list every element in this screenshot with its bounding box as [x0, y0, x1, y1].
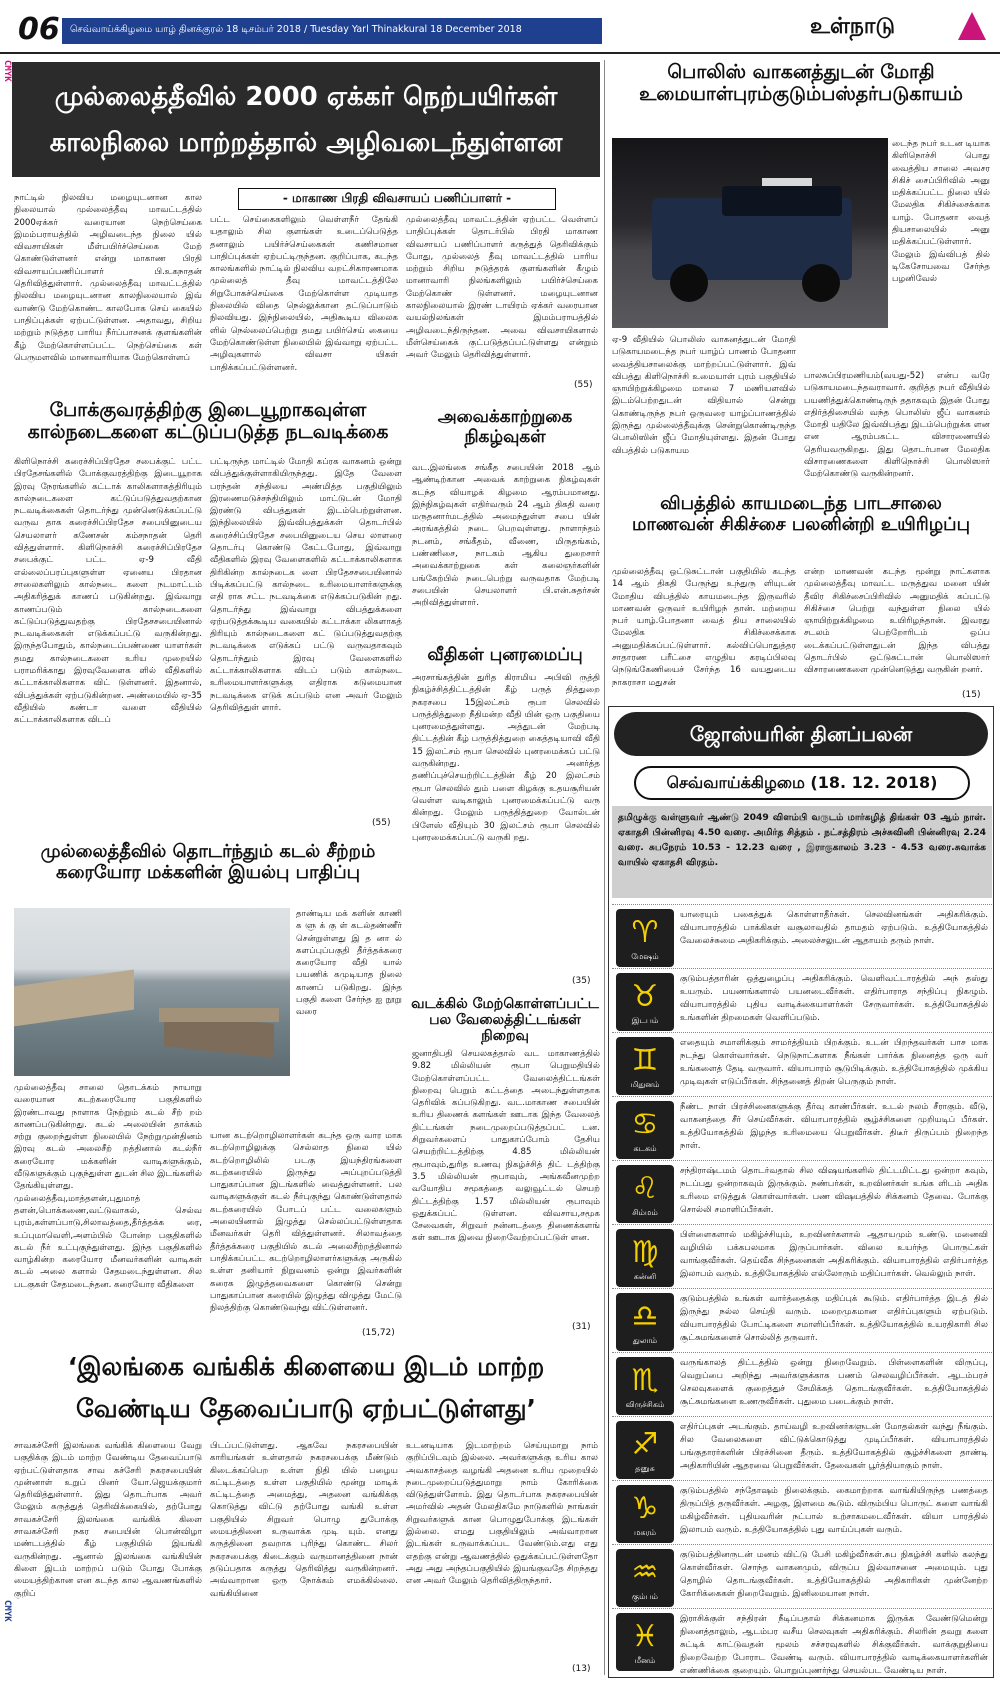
sign-row — [612, 1160, 992, 1224]
police-title-2: உமையாள்புரம்குடும்பஸ்தர்படுகாயம் — [639, 82, 963, 105]
sea-photo-shore — [14, 970, 134, 1027]
zodiac-glyph: ♎ — [631, 1298, 659, 1334]
zodiac-name: மீனம் — [634, 1655, 656, 1665]
page-header — [0, 0, 1000, 54]
astro-title: ஜோஸ்யரின் தினப்பலன் — [689, 722, 913, 746]
zodiac-icon — [616, 1357, 674, 1415]
sign-prediction: பிள்ளைகளால் மகிழ்ச்சியும், உறவினர்களால் ஆதாயமும் உண்டு. மனைவி வழியில் பக்கபலமாக இருப்பார்கள். விலை உயர்ந்த பொருட்கள் வாங்குவீர்கள். தெய்வீக சிந்தனைகள் அதிகரிக்கும். வியாபாரத்தில் எதிர்பார்த்த இலாபம் வரும். உத்தியோகத்தில் எல்லோரும் மதிப்பார்கள். வெல்லும் நாள். — [680, 1230, 988, 1279]
cmyk-mark-bottom: CMYK — [2, 1600, 12, 1622]
bank-col-2: பிடப்பட்டுள்ளது. ஆகவே நகரசபையின் காரியங்கள் உள்ளதால் நகரசபைக்கு மீண்டும் கிடைக்கப்பெற உள்ள நிதி யில் பழைய கட்டிடத்தை உள்ள பகுதியில் மூன்று மாடிக் கட்டிடத்தை அமைத்து, அதனை வங்கிக்கு கொடுத்து விட்டு தற்போது வங்கி உள்ள பகுதியில் சிறுவர் பொழு துபோக்கு மையத்தினை உருவாக்க முடி யும். எனது கருத்தினை தவறாக புரிந்து கொண்ட சிலர் நகரசபைக்கு கிடைக்கும் வருமானத்தினை நான் தடுப்பதாக கருத்து தெரிவித்து வருகின்றனர். அவ்வாறான ஒரு நோக்கம் எமக்கில்லை. வங்கியினை — [210, 1441, 398, 1599]
zodiac-icon — [616, 909, 674, 967]
paddy-byline: - மாகாண பிரதி விவசாயப் பணிப்பாளர் - — [238, 188, 556, 210]
sea-headline — [12, 842, 404, 883]
event-headline — [410, 408, 600, 447]
bank-col-3: உடனடியாக இடமாற்றம் செய்யுமாறு நாம் குறிப்பிடவும் இல்லை. அவர்களுக்கு உரிய கால அவகாசத்தை வழங்கி அதனை உரிய முறையில் நடைமுறைப்படுத்துமாறு நாம் கோரிக்கை விடுத்துள்ளோம். இது தொடர்பாக நகரசபையின் அமர்வில் அதன் மேலதிகமே நாடுகளில் நாங்கள் சிறுவர்களுக் கான பொழுதுபோக்கு இடங்கள் இல்லை. எமது பகுதியிலும் அவ்வாறான இடங்கள் உருவாக்கப்பட வேண்டும்.எது எது எதற்கு என்று ஆவணத்தில் ஒதுக்கப்பட்டுள்ளதோ அது அது அந்தப்பகுதியில் இயங்குவதே சிறந்தது என அவர் மேலும் தெரிவித்திருந்தார். — [406, 1441, 598, 1587]
sign-prediction: எதிர்ப்புகள் அடங்கும். தாய்வழி உறவினர்களுடன் மோதல்கள் வந்து நீங்கும். சில வேலைகளை விட்டுக்கொடுத்து முடிப்பீர்கள். வியாபாரத்தில் பங்குதாரர்களின் பிரச்சினை தீரும். உத்தியோகத்தில் சூழ்ச்சிகளை தாண்டி அதிகாரியின் ஆதரவை பெறுவீர்கள். தேவைகள் பூர்த்தியாகும் நாள். — [680, 1422, 988, 1471]
sea-col-1: முல்லைத்தீவு சாலை தொடக்கம் நாயாறு வரையான கடற்கரையோர பகுதிகளில் இரண்டாவது நாளாக நேற்றும் கடல் சீற் றம் காணப்படுகின்றது. கடல் அலையின் தாக்கம் சற்று குறைந்துள்ள நிலையில் நேற்றுமுன்தினம் இரவு கடல் அலைசீற் றத்தினால் கடல்நீர் கரையோர மக்களின் வாடிகளுக்கும், வீடுகளுக்கும் புகுந்துள்ள துடன் சில இடங்களில் தேங்கியுள்ளது. முல்லைத்தீவு,மாத்தளன்,புதுமாத் தளன்,பொக்கணை,வட்டுவாகல், செல்வ புரம்,கள்ளப்பாடு,சிலாவத்தை,தீர்த்தக்க ரை, உப்புமாவெளி,அளம்பில் போன்ற பகுதிகளில் கடல் நீர் உட்புகுந்துள்ளது. இந்த பகுதிகளில் வாழ்கின்ற கரையோர மீனவர்களின் வாடிகள் கடல் அலை களால் சேதமடைந்துள்ளன. சில படகுகள் சேதமடைந்தன. கரையோர வீதிகளை — [14, 1083, 202, 1290]
sea-col-2: யான கடற்றொழிலாளர்கள் கடந்த ஒரு வார மாக கடற்றொழிலுக்கு செல்லாத நிலை யில் கடற்றொழிலில் படகு இயந்திரங்களை கடற்கரையில் இருந்து அப்புறப்படுத்தி பாதுகாப்பான இடங்களில் வைத்துள்ளனர். பல வாடிகளுக்குள் கடல் நீர்புகுந்து கொண்டுள்ளதால் கடற்கரையில் போடப் பட்ட வலைகளும் அலையினால் இழுத்து செல்லப்பட்டுள்ளதாக மீனவர்கள் தெரி வித்துள்ளனர். சிலாவத்தை தீர்த்தக்கரை பகுதியில் கடல் அலைசீற்றத்தினால் பாதிக்கப்பட்ட கடற்றொழிலாளர்களுக்கு அருகில் உள்ள தனியார் நிறுவனம் ஒன்று இவர்களின் கரைக இழுத்தவைகளை கொண்டு சென்று பாதுகாப்பான கரையில் இழுத்து விழுத்து மேட்டு நிலத்திற்கு கொண்டுவந்து விட்டுள்ளனர். — [210, 1131, 402, 1314]
zodiac-name: விருச்சிகம் — [625, 1399, 665, 1409]
sign-row — [612, 1480, 992, 1544]
zodiac-name: மேஷம் — [631, 951, 659, 961]
astro-panchang: தமிழுக்கு வள்ளுவர் ஆண்டு 2049 விளம்பி வருடம் மார்கழித் திங்கள் 03 ஆம் நாள். ஏகாதசி பின்னிரவு 4.50 வரை. அமிர்த சித்தம் . நட்சத்திரம் அச்சுவினி பின்னிரவு 2.24 வரை. சுபநேரம் 10.53 - 12.23 வரை , இராகுகாலம் 3.23 - 4.53 வரை.சுவாக்க வாயில் ஏகாதசி விரதம். — [612, 806, 992, 898]
sign-row — [612, 1032, 992, 1096]
zodiac-icon — [616, 1101, 674, 1159]
police-headline — [610, 62, 992, 106]
student-ref: (15) — [962, 690, 981, 700]
sign-prediction: சந்திராஷ்டமம் தொடர்வதால் சில விஷயங்களில் திட்டமிட்டது ஒன்றா கவும், நடப்பது ஒன்றாகவும் இருக்கும். நண்பர்கள், உறவினர்கள் உங்க ளிடம் அதிக உரிமை எடுத்துக் கொள்வார்கள். பண விஷயத்தில் சிக்கனம் தேவை. போக்கு சொல்லி சமாளிப்பீர்கள். — [680, 1166, 988, 1215]
development-body: ஜனாதிபதி செயலகத்தால் வட மாகாணத்தில் 9.82 மில்லியன் ரூபா பெறுமதியில் மேற்கொள்ளப்பட்ட வேலைத்திட்டங்கள் நிறைவு பெறும் கட்டத்தை அடைந்துள்ளதாக தெரிவிக் கப்படுகிறது. வட.மாகாண சபையின் உரிய திணைக் களங்கள் ஊடாக இந்த வேலைத் திட்டங்கள் நடைமுறைப்படுத்தப்பட் டன. சிறுவர்களைப் பாதுகாப்போம் தேசிய செயற்றிட்டத்திற்கு 4.85 மில்லியன் ரூபாவும்,துரித உணவு நிகழ்ச்சித் திட் டத்திற்கு 3.5 மில்லியன் ரூபாவும், அங்கவீனமுற்ற வயோதிப சமூகத்தை வலுவூட்டல் செயற் திட்டத்திற்கு 1.57 மில்லியன் ரூபாவும் ஒதுக்கப்பட் டுள்ளன. விவசாய,சமூக சேவைகள், சிறுவர் நன்னடத்தை திணைக்களங் கள் ஊடாக இவை நிறைவேற்றப்பட்டுள் ளன. — [412, 1049, 600, 1244]
bank-title-2: வேண்டிய தேவைப்பாடு ஏற்பட்டுள்ளது’ — [75, 1394, 536, 1423]
student-headline — [610, 494, 992, 535]
zodiac-icon — [616, 973, 674, 1031]
police-jeep-window — [722, 186, 842, 216]
sea-photo — [14, 908, 290, 1076]
roads-body: அரசாங்கத்தின் துரித கிராமிய அபிவி ருத்தி நிகழ்ச்சித்திட்டத்தின் கீழ் பருத் தித்துறை நகரசபை 15இலட்சம் ரூபா செலவில் பருத்தித்துறை நீதிமன்ற வீதி யின் ஒரு பகுதியை புனரமைத்துள்ளது. அத்துடன் மேற்படி திட்டத்தின் கீழ் பருத்தித்துறை கைத்தடியாவி வீதி 15 இலட்சம் ரூபா செலவில் புனரமைக்கப் பட்டு வருகின்றது. அனர்த்த தணிப்புச்செயற்றிட்டத்தின் கீழ் 20 இலட்சம் ரூபா செலவில் தும் பளை கிழக்கு உதயசூரியன் வெள்ள வடிகாலும் புனரமைக்கப்பட்டு வரு கின்றது. மேலும் பருத்தித்துறை வோல்டன் பிளேஸ் வீதியும் 30 இலட்சம் ரூபா செலவில் புனரமைக்கப்பட்டு வருகி றது. — [412, 673, 600, 843]
paddy-title-1: முல்லைத்தீவில் 2000 ஏக்கர் நெற்பயிர்கள் — [54, 81, 558, 112]
student-col-1: முல்லைத்தீவு ஒட்டுசுட்டான் பகுதியில் கடந்த 14 ஆம் திகதி பேருந்து உந்துரு ளியுடன் மோதிய விபத்தில் காயமடைந்த இருவரில் மாணவன் ஒருவர் உயிரிழந் தான். மற்றைய நபர் யாழ்.போதனா வைத் திய சாலையில் மேலதிக சிகிச்சைக்காக அனுமதிக்கப்பட்டுள்ளார். கல்விப்பொதுத்தர சாதாரண பரீட்சை எழுதிய கரடிப்பிலவு நெடுங்கேணியைச் சேர்ந்த 16 வயதுடைய நாகராசா மதுசன் — [612, 567, 796, 688]
cmyk-mark-top: CMYK — [2, 60, 12, 82]
sea-ref: (15,72) — [362, 1328, 395, 1338]
zodiac-glyph: ♐ — [631, 1426, 659, 1462]
paddy-col-1: நாட்டில் நிலவிய மழையுடனான கால நிலையால் முல்லைத்தீவு மாவட்டத்தில் 2000ஏக்கர் வரையான நெற்செய்கை இமம்பராயத்தில் அழிவடைந்த நிலை யில் விவசாயிகள் மீள்பயிர்ச்செய்கை மேற் கொண்டுள்ளனர் என்று மாகாண பிரதி விவசாயப்பணிப்பாளர் பி.உகநாதன் தெரிவித்துள்ளார். முல்லைத்தீவு மாவட்டத்தில் நிலவிய மழையுடனான காலநிலையால் இவ் வாண்டு மேற்கொண்ட காலபோக செய் கையில் பாதிப்புக்கள் ஏற்பட்டுள்ளன. அதாவது, சிறிய மற்றும் நடுத்தர பாரிய நீர்ப்பாசனக் குளங்களின் கீழ் மேற்கொள்ளப்பட்ட நெற்செய்கை கள் பெருமளவில் மானாவாரியாக மேற்கொள்ளப் — [14, 193, 202, 363]
zodiac-glyph: ♑ — [631, 1490, 659, 1526]
zodiac-glyph: ♉ — [631, 978, 659, 1014]
zodiac-icon — [616, 1165, 674, 1223]
dateline: செவ்வாய்க்கிழமை யாழ் தினக்குரல் 18 டிசம்பர் 2018 / Tuesday Yarl Thinakkural 18 December 2018 — [70, 24, 522, 35]
development-ref: (31) — [572, 1322, 591, 1332]
sea-photo-hut-roof — [159, 1008, 279, 1022]
zodiac-name: தனுசு — [635, 1463, 655, 1473]
sign-prediction: குடும்பத்தாரின் ஒத்துழைப்பு அதிகரிக்கும். வெளிவட்டாரத்தில் அந் தஸ்து உயரும். பயணங்களால் பயனடைவீர்கள். எதிர்பாராத சந்திப்பு நிகழும். வியாபாரத்தில் புதிய வாடிக்கையாளர்கள் சேருவார்கள். உத்தியோகத்தில் உங்களின் திறமைகள் வெளிப்படும். — [680, 974, 988, 1023]
sign-row — [612, 1288, 992, 1352]
traffic-col-1: கிளிநொச்சி கரைச்சிப்பிரதேச சபைக்குட் பட்ட பிரதேசங்களில் போக்குவரத்திற்கு இடையூறாக இரவு நேரங்களில் கட்டாக் காலிகளாகத்திரியும் கால்நடைகளை கட்டுப்படுத்துவதற்கான நடவடிக்கைகள் தொடர்ந்து முன்னெடுக்கப்பட்டு வருவ தாக கரைச்சிப்பிரதேச சபையினுடைய செயலாளர் கணேசன் கம்சநாதன் தெரி வித்துள்ளார். கிளிநொச்சி கரைச்சிப்பிரதேச சபைக்குட் பட்ட ஏ-9 வீதி எல்லைப்பரப்புகளுள்ள ஏனைய பிரதான சாலைகளிலும் கால்நடை களை நடமாட்டம் அதிகரித்துக் காணப் படுகின்றது. இவ்வாறு காணப்படும் கால்நடைகளை கட்டுப்படுத்துவதற்கு பிரதேசசபையினால் நடவடிக்கைகள் எடுக்கப்பட்டு வருகின்றது. இருந்தபோதும், கால்நடைப்பண்ணை யாளர்கள் தமது கால்நடைகளை உரிய முறையில் பராமரிக்காது இரவுவேளைக ளில் வீதிகளில் கட்டாக்காலிகளாக விட் டுள்ளனர். இதனால், விபத்துக்கள் ஏற்படுகின்றன. அண்மையில் ஏ-35 வீதியில் கண்டா வளை வீதியில் கட்டாக்காலிகளாக விடப் — [14, 457, 202, 726]
zodiac-icon — [616, 1485, 674, 1543]
sign-row — [612, 1224, 992, 1288]
zodiac-name: கடகம் — [633, 1143, 657, 1153]
sign-prediction: குடும்பத்தில் சந்தோஷம் நிலைக்கும். கைமாற்றாக வாங்கியிருந்த பணத்தை திருப்பித் தருவீர்கள். அழகு, இளமை கூடும். விரும்பிய பொருட் களை வாங்கி மகிழ்வீர்கள். புதியவரின் நட்பால் உற்சாகமடைவீர்கள். வியா பாரத்தில் இலாபம் வரும். உத்தியோகத்தில் புது வாய்ப்புகள் வரும். — [680, 1486, 988, 1535]
police-side-text: டைந்த நபர் உடன டியாக கிளிநொச்சி பொது வைத்திய சாலை அவசர சிகிச் சைப்பிரிவில் அனு மதிக்கப்பட்ட நிலை யில் மேலதிக சிகிச்சைக்காக யாழ். போதனா வைத் தியசாலையில் அனு மதிக்கப்பட்டுள்ளார். மேலும் இவ்விபத் தில் டிகேசோயவை சேர்ந்த பழனிவேல் — [892, 139, 990, 285]
zodiac-name: கன்னி — [633, 1271, 657, 1281]
roads-ref: (35) — [572, 976, 591, 986]
masthead-logo — [958, 12, 986, 40]
student-title-2: மாணவன் சிகிச்சை பலனின்றி உயிரிழப்பு — [632, 513, 970, 535]
traffic-headline — [12, 400, 404, 444]
bank-title-1: ‘இலங்கை வங்கிக் கிளையை இடம் மாற்ற — [67, 1352, 545, 1381]
sign-prediction: நீண்ட நாள் பிரச்சினைகளுக்கு தீர்வு காண்பீர்கள். உடல் நலம் சீராகும். வீடு, வாகனத்தை சீர் செய்வீர்கள். வியாபாரத்தில் சூழ்ச்சிகளை முறியடிப் பீர்கள். உத்தியோகத்தில் இழந்த உரிமையை பெறுவீர்கள். திடீர் திருப்பம் நிறைந்த நாள். — [680, 1102, 988, 1151]
roads-title: வீதிகள் புனரமைப்பு — [427, 645, 583, 665]
police-jeep-wheel-1 — [670, 264, 708, 302]
zodiac-glyph: ♒ — [631, 1554, 659, 1590]
header-rule — [0, 52, 1000, 54]
zodiac-name: சிம்மம் — [632, 1207, 658, 1217]
development-title-1: வடக்கில் மேற்கொள்ளப்பட்ட — [411, 996, 599, 1012]
paddy-title-2: காலநிலை மாற்றத்தால் அழிவடைந்துள்ளன — [49, 127, 563, 158]
traffic-title-2: கால்நடைகளை கட்டுப்படுத்த நடவடிக்கை — [27, 420, 389, 443]
sign-prediction: எதையும் சமாளிக்கும் சாமர்த்தியம் பிறக்கும். உடன் பிறந்தவர்கள் பாச மாக நடந்து கொள்வார்கள். நெடுநாட்களாக நீங்கள் பார்க்க நினைத்த ஒரு வர் உங்களைத் தேடி வருவார். வியாபாரம் சூடுபிடிக்கும். உத்தியோகத்தில் முக்கிய முடிவுகள் எடுப்பீர்கள். சிந்தனைத் திறன் பெருகும் நாள். — [680, 1038, 988, 1087]
page-number: 06 — [18, 12, 60, 47]
police-col-1: ஏ-9 வீதியில் பொலிஸ் வாகனத்துடன் மோதி படுகாயமடைந்த நபர் யாழ்ப் பாணம் போதனா வைத்தியசாலைக்கு மாற்றப்பட்டுள்ளார். இவ் விபத்து கிளிநொச்சி உமையாள் புரம் பகுதியில் ஞாயிற்றுக்கிழமை மாலை 7 மணியளவில் இடம்பெற்றதுடன் விதியால் சென்று கொண்டிருந்த நபர் ஒருவரை யாழ்ப்பாணத்தில் இருந்து முல்லைத்தீவுக்கு சென்றுகொண்டிருந்த பொலிஸின் ஜீப் மோதியுள்ளது. இதன் போது விபத்தில் படுகாயம — [612, 335, 796, 456]
traffic-ref: (55) — [372, 818, 391, 828]
zodiac-icon — [616, 1037, 674, 1095]
astro-day: செவ்வாய்க்கிழமை (18. 12. 2018) — [666, 773, 938, 792]
sign-row — [612, 1544, 992, 1608]
zodiac-name: மகரம் — [633, 1527, 657, 1537]
sign-row — [612, 904, 992, 968]
section-title: உள்நாடு — [810, 14, 896, 39]
sign-row — [612, 1416, 992, 1480]
zodiac-glyph: ♏ — [631, 1362, 659, 1398]
zodiac-glyph: ♓ — [631, 1618, 659, 1654]
sign-row — [612, 968, 992, 1032]
zodiac-name: கும்பம் — [632, 1591, 658, 1601]
sea-title-2: கரையோர மக்களின் இயல்பு பாதிப்பு — [55, 861, 361, 883]
zodiac-glyph: ♋ — [631, 1106, 659, 1142]
student-title-1: விபத்தில் காயமடைந்த பாடசாலை — [660, 493, 942, 514]
divider-main — [604, 60, 605, 1675]
event-title-1: அவைக்காற்றுகை — [437, 407, 573, 427]
paddy-ref: (55) — [574, 380, 593, 390]
zodiac-icon — [616, 1229, 674, 1287]
police-title-1: பொலிஸ் வாகனத்துடன் மோதி — [667, 61, 935, 83]
paddy-col-2: பட்ட செய்கைகளிலும் வெள்ளநீர் தேங்கி யதாலும் சில குளங்கள் உடைப்பெடுத்த தனாலும் பயிர்ச்செய்கைகள் கணிசமான பாதிப்புக்கள் ஏற்பட்டிருந்தன. குறிப்பாக, கடந்த காலங்களில் நாட்டில் நிலவிய வறட்சிகாரணமாக முல்லைத் தீவு மாவட்டத்திலே சிறுபோகச்செய்கை மேற்கொள்ள முடியாத நிலையில் விதை நெல்லுக்கான தட்டுப்பாடும் நிலவியது. இந்நிலையில், அதிகூடிய விலைக ளில் நெல்லைப்பெற்று தமது பயிர்செய் கையை மேற்கொண்டுள்ள நிலையில் இவ்வாறு ஏற்பட்ட அழிவுகளால் விவசா யிகள் பாதிக்கப்பட்டுள்ளனர். — [210, 215, 398, 373]
event-title-2: நிகழ்வுகள் — [464, 426, 546, 447]
event-body: வட.இலங்கை சங்கீத சபையின் 2018 ஆம் ஆண்டிற்கான அவைக் காற்றுகை நிகழ்வுகள் கடந்த வியாழக் கிழமை ஆரம்பமானது. இந்நிகழ்வுகள் எதிர்வரும் 24 ஆம் திகதி வரை மருதனார்மடத்தில் அமைந்துள்ள சபை யின் அரங்கத்தில் நடை பெறவுள்ளது. நாளாந்தம் நடனம், சங்கீதம், வீணை, மிருதங்கம், பண்ணிசை, நாடகம் ஆகிய துறைசார் அவைக்காற்றுகை கள் கலைஞர்களின் பங்கேற்பில் நடைபெற்று வருவதாக மேற்படி சபையின் செயலாளர் பி.என்.சுதர்சன் அறிவித்துள்ளார். — [412, 463, 600, 609]
sign-prediction: குடும்பத்தில் உங்கள் வார்த்தைக்கு மதிப்புக் கூடும். எதிர்பார்த்த இடத் தில் இருந்து நல்ல செய்தி வரும். மறைமுகமான எதிர்ப்புகளும் ஏற்படும். வியாபாரத்தில் போட்டிகளை சமாளிப்பீர்கள். உத்தியோகத்தில் உயரதிகாரி சில சூட்சுமங்களைச் சொல்லித் தருவார். — [680, 1294, 988, 1343]
zodiac-name: துலாம் — [632, 1335, 658, 1345]
zodiac-icon — [616, 1421, 674, 1479]
sea-title-1: முல்லைத்தீவில் தொடர்ந்தும் கடல் சீற்றம் — [40, 841, 376, 862]
paddy-headline — [12, 62, 600, 177]
zodiac-name: மிதுனம் — [630, 1079, 660, 1089]
bank-headline — [12, 1346, 600, 1430]
bank-ref: (13) — [572, 1664, 591, 1674]
bank-col-1: சாவகச்சேரி இலங்கை வங்கிக் கிளையை வேறு பகுதிக்கு இடம் மாற்ற வேண்டிய தேவைப்பாடு ஏற்பட்டுள்ளதாக சாவ கச்சேரி நகரசபையின் முன்னாள் உறுப் பினர் யோ.ஜெயக்குமார் தெரிவித்துள்ளார். இது தொடர்பாக அவர் மேலும் கருத்துத் தெரிவிக்கையில், தற்போது சாவகச்சேரி இலங்கை வங்கிக் கிளை சாவகச்சேரி நகர சபையின் பொன்விழா மண்டபத்தில் கீழ் பகுதியில் இயங்கி வருகின்றது. ஆனால் இலங்கை வங்கியின் கிளை இடம் மாற்றப் படும் போது போக்கு மையத்திற்கான என கடந்த கால ஆவணங்களில் குறிப் — [14, 1441, 202, 1599]
zodiac-glyph: ♍ — [631, 1234, 659, 1270]
zodiac-glyph: ♌ — [631, 1170, 659, 1206]
police-jeep-wheel-2 — [802, 264, 840, 302]
zodiac-name: இடபம் — [631, 1015, 659, 1025]
sign-prediction: வருங்காலத் திட்டத்தில் ஒன்று நிறைவேறும். பிள்ளைகளின் விருப்பு, வெறுப்பை அறிந்து அவர்களுக்காக பணம் செலவழிப்பீர்கள். ஆடம்பரச் செலவுகளைக் குறைத்துச் சேமிக்கத் தொடங்குவீர்கள். உத்தியோகத்தில் சூட்சுமங்களை உணருவீர்கள். புதுமை படைக்கும் நாள். — [680, 1358, 988, 1407]
traffic-col-2: பட்டிருந்த மாட்டில் மோதி கப்ரக வாகனம் ஒன்று விபத்துக்குள்ளாகியிருந்தது. இதே வேளை பரந்தன் சந்தியை அண்மித்த பகுதியிலும் இரணைமடுச்சந்தியிலும் மாட்டுடன் மோதி இரண்டு விபத்துகள் இடம்பெற்றுள்ளன. இந்நிலையில் இவ்விபத்துக்கள் தொடர்பில் கரைச்சிப்பிரதேச சபையினுடைய செய லாளரை தொடர்பு கொண்டு கேட்டபோது, இவ்வாறு வீதிகளில் இரவு வேளைகளில் கட்டாக்காலிகளாக திரிகின்ற கால்நடைக ளை பிரதேசசபையினால் பிடிக்கப்பட்டு கால்நடை உரிமையாளர்களுக்கு எதி ராக சட்ட நடவடிக்கை எடுக்கப்படுகின் றது. தொடர்ந்து இவ்வாறு விபத்துக்களை ஏற்படுத்தக்கூடிய வகையில் கட்டாக்கா லிகளாகத் திரியும் கால்நடைகளை கட் டுப்படுத்துவதற்கு நடவடிக்கை எடுக்கப் பட்டு வருவதாகவும் தொடர்ந்தும் இரவு வேளைகளில் கட்டாக்காலிகளாக விடப் படும் கால்நடை உரிமையாளர்களுக்கு எதிராக கடுமையான நடவடிக்கை எடுக் கப்படும் என அவர் மேலும் தெரிவித்துள் ளார். — [210, 457, 402, 713]
police-col-2: பாலசுப்பிரமணியம்(வயது-52) என்ப வரே படுகாயமடைந்தவராவார். குறித்த நபர் வீதியில் பயணித்துக்கொண்டிருந் ததாகவும் இதன் போது எதிர்த்திசையில் வந்த பொலிஸ் ஜீப் வாகனம் மோதி யதிலே இவ்விபத்து இடம்பெற்றுக்க ளன என ஆரம்பகட்ட விசாரணையில் தெரியவருகிறது. இது தொடர்பான மேலதிக விசாரணைகளை கிளிநொச்சி பொலிஸார் மேற்கொண்டு வருகின்றனர். — [804, 371, 990, 480]
development-headline — [410, 996, 600, 1044]
zodiac-glyph: ♈ — [631, 914, 659, 950]
zodiac-icon — [616, 1613, 674, 1671]
student-col-2: என்ற மாணவன் கடந்த மூன்று நாட்களாக முல்லைத்தீவு மாவட்ட மருத்துவ மனை யின் தீவிர சிகிச்சைப்பிரிவில் அனுமதிக் கப்பட்டு சிகிச்சை பெற்று வந்துள்ள நிலை யில் ஞாயிற்றுக்கிழமை உயிரிழந்தான். இவரது சடலம் பெற்றோரிடம் ஒப்ப டைக்கப்பட்டுள்ளதுடன் இந்த விபத்து தொடர்பில் ஒட்டுசுட்டான் பொலிஸார் விசாரணைகளை முன்னெடுத்து வருகின் றனர். — [804, 567, 990, 676]
police-photo — [612, 138, 888, 328]
sea-side-text: தாண்டிய மக் களின் காணி க ளு க் கு ள் கடல்தண்ணீர் சென்றுள்ளது இ த னா ல் களப்புப்பகுதி தீர்த்தக்கரை கரையோர வீதி யால் பயணிக் கமுடியாத நிலை காணப் படுகிறது. இந்த பகுதி களை சேர்ந்த ஐ நூறு வரை — [296, 909, 402, 1018]
police-lightbar — [762, 178, 812, 186]
sign-row — [612, 1096, 992, 1160]
zodiac-icon — [616, 1293, 674, 1351]
sign-row — [612, 1352, 992, 1416]
sign-prediction: குடும்பத்தினருடன் மனம் விட்டு பேசி மகிழ்வீர்கள்.சுப நிகழ்ச்சி களில் கலந்து கொள்வீர்கள். சொந்த வாகனமும், விருப்ப இல்வாசனை அமையும். புது தொழில் தொடங்குவீர்கள். உத்தியோகத்தில் அதிகாரிகள் முன்னேற்ற கோரிக்கைகள் நிறைவேறும். இனிமையான நாள். — [680, 1550, 988, 1599]
paddy-col-3: முல்லைத்தீவு மாவட்டத்தின் ஏற்பட்ட வெள்ளப் பாதிப்புக்கள் தொடர்பில் பிரதி மாகாண விவசாயப் பணிப்பாளர் கருத்துத் தெரிவிக்கும் போது, முல்லைத் தீவு மாவட்டத்தில் பாரிய மற்றும் சிறிய நடுத்தரக் குளங்களின் கீழும் மானாவாரி நிலங்களிலும் பயிர்ச்செய்கை மேற்கொண் டுள்ளனர். மழையுடனான காலநிலையால் இரண் டாயிரம் ஏக்கர் வரையான வயல்நிலங்கள் இமம்பராயத்தில் அழிவடைந்திருந்தன. அவை விவசாயிகளால் மீள்செய்கைக் குட்படுத்தப்பட்டுள்ளது என்றும் அவர் மேலும் தெரிவித்துள்ளார். — [406, 215, 598, 361]
sign-row — [612, 1608, 992, 1676]
traffic-title-1: போக்குவரத்திற்கு இடையூறாகவுள்ள — [49, 399, 367, 421]
sign-prediction: யாரையும் பகைத்துக் கொள்ளாதீர்கள். செலவினங்கள் அதிகரிக்கும். வியாபாரத்தில் பாக்கிகள் வசூலாவதில் தாமதம் ஏற்படும். உத்தியோகத்தில் வேலைச்சுமை அதிகரிக்கும். அலைச்சலுடன் ஆதாயம் தரும் நாள். — [680, 910, 988, 946]
development-title-2: பல வேலைத்திட்டங்கள் நிறைவு — [429, 1012, 581, 1045]
zodiac-icon — [616, 1549, 674, 1607]
zodiac-glyph: ♊ — [631, 1042, 659, 1078]
sign-prediction: இராசிக்குள் சந்திரன் நீடிப்பதால் சிக்கனமாக இருக்க வேண்டுமென்று நினைத்தாலும், ஆடம்பர வசீய செலவுகள் அதிகரிக்கும். சிலரின் தவறு களை சுட்டிக் காட்டுவதன் மூலம் சச்சரவுகளில் சிக்குவீர்கள். வாக்குறுதியை நிறைவேற்ற போராட வேண்டி வரும். வியாபாரத்தில் வாடிக்கையாளர்களின் எண்ணிக்கை குறையும். பொறுப்புணர்ந்து செயல்பட வேண்டிய நாள். — [680, 1614, 988, 1676]
